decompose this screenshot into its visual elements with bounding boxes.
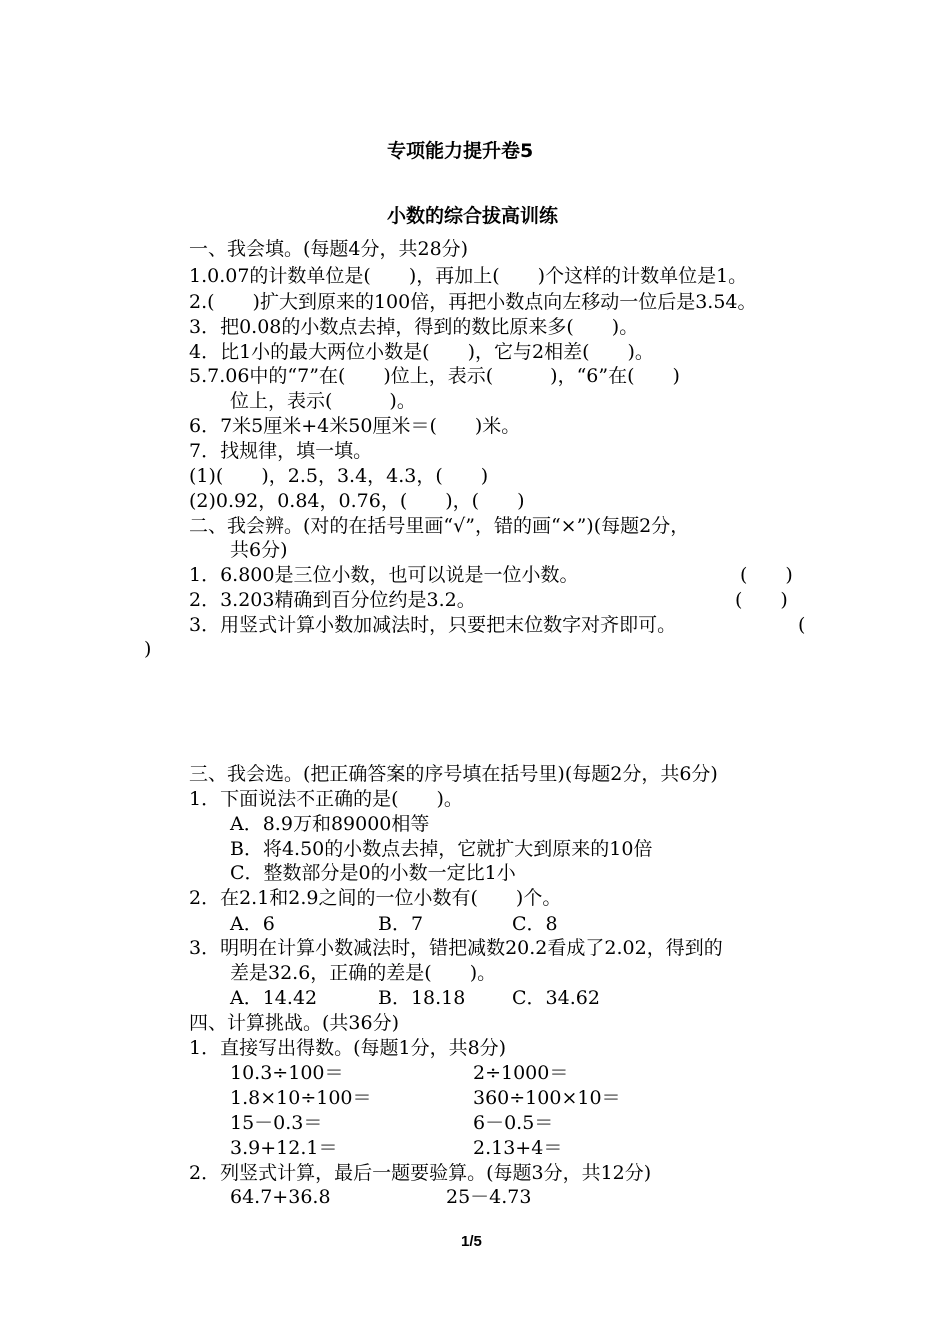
option-3-3-b: B．18.18 bbox=[378, 987, 466, 1009]
question-2-1: 1．6.800是三位小数，也可以说是一位小数。 bbox=[189, 564, 579, 586]
section3-heading: 三、我会选。(把正确答案的序号填在括号里)(每题2分，共6分) bbox=[189, 763, 718, 785]
answer-paren-2-2: ( ) bbox=[735, 589, 788, 611]
page-title: 专项能力提升卷5 bbox=[387, 140, 534, 162]
option-3-2-b: B．7 bbox=[378, 913, 424, 935]
section2-heading-line2: 共6分) bbox=[230, 539, 288, 561]
calc-item: 360÷100×10＝ bbox=[473, 1087, 621, 1109]
question-1-7-2: (2)0.92，0.84，0.76，( )，( ) bbox=[189, 490, 525, 512]
option-3-1-c: C．整数部分是0的小数一定比1小 bbox=[230, 862, 516, 884]
option-3-1-a: A．8.9万和89000相等 bbox=[230, 813, 430, 835]
option-3-3-a: A．14.42 bbox=[230, 987, 318, 1009]
page-subtitle: 小数的综合拔高训练 bbox=[387, 205, 559, 227]
question-3-2: 2．在2.1和2.9之间的一位小数有( )个。 bbox=[189, 887, 562, 909]
question-1-3: 3．把0.08的小数点去掉，得到的数比原来多( )。 bbox=[189, 316, 639, 338]
question-3-1: 1．下面说法不正确的是( )。 bbox=[189, 788, 463, 810]
calc-item: 10.3÷100＝ bbox=[230, 1062, 344, 1084]
question-1-2: 2.( )扩大到原来的100倍，再把小数点向左移动一位后是3.54。 bbox=[189, 291, 757, 313]
question-1-4: 4．比1小的最大两位小数是( )，它与2相差( )。 bbox=[189, 341, 654, 363]
question-1-5-line1: 5.7.06中的“7”在( )位上，表示( )，“6”在( ) bbox=[189, 365, 680, 387]
calc-item: 3.9+12.1＝ bbox=[230, 1137, 338, 1159]
answer-paren-open-2-3: ( bbox=[798, 614, 806, 636]
question-4-1: 1．直接写出得数。(每题1分，共8分) bbox=[189, 1037, 507, 1059]
answer-paren-2-1: ( ) bbox=[740, 564, 793, 586]
calc-item: 2.13+4＝ bbox=[473, 1137, 563, 1159]
question-1-7-1: (1)( )，2.5，3.4，4.3，( ) bbox=[189, 465, 489, 487]
question-1-7: 7．找规律，填一填。 bbox=[189, 440, 373, 462]
calc-item: 15－0.3＝ bbox=[230, 1112, 323, 1134]
option-3-2-c: C．8 bbox=[512, 913, 558, 935]
vertical-calc-item: 64.7+36.8 bbox=[230, 1186, 331, 1208]
question-4-2: 2．列竖式计算，最后一题要验算。(每题3分，共12分) bbox=[189, 1162, 652, 1184]
calc-item: 2÷1000＝ bbox=[473, 1062, 569, 1084]
section2-heading-line1: 二、我会辨。(对的在括号里画“√”，错的画“×”)(每题2分， bbox=[189, 515, 690, 537]
section1-heading: 一、我会填。(每题4分，共28分) bbox=[189, 238, 469, 260]
question-1-5-line2: 位上，表示( )。 bbox=[230, 390, 416, 412]
option-3-1-b: B．将4.50的小数点去掉，它就扩大到原来的10倍 bbox=[230, 838, 653, 860]
question-1-1: 1.0.07的计数单位是( )，再加上( )个这样的计数单位是1。 bbox=[189, 265, 748, 287]
calc-item: 6－0.5＝ bbox=[473, 1112, 554, 1134]
question-2-2: 2．3.203精确到百分位约是3.2。 bbox=[189, 589, 476, 611]
page-number: 1/5 bbox=[461, 1233, 482, 1250]
question-3-3-line1: 3．明明在计算小数减法时，错把减数20.2看成了2.02，得到的 bbox=[189, 937, 723, 959]
option-3-2-a: A．6 bbox=[230, 913, 275, 935]
vertical-calc-item: 25－4.73 bbox=[446, 1186, 532, 1208]
option-3-3-c: C．34.62 bbox=[512, 987, 600, 1009]
question-3-3-line2: 差是32.6，正确的差是( )。 bbox=[230, 962, 497, 984]
answer-paren-close-2-3: ) bbox=[144, 638, 152, 660]
calc-item: 1.8×10÷100＝ bbox=[230, 1087, 372, 1109]
question-2-3: 3．用竖式计算小数加减法时，只要把末位数字对齐即可。 bbox=[189, 614, 677, 636]
section4-heading: 四、计算挑战。(共36分) bbox=[189, 1012, 400, 1034]
question-1-6: 6．7米5厘米+4米50厘米＝( )米。 bbox=[189, 415, 521, 437]
